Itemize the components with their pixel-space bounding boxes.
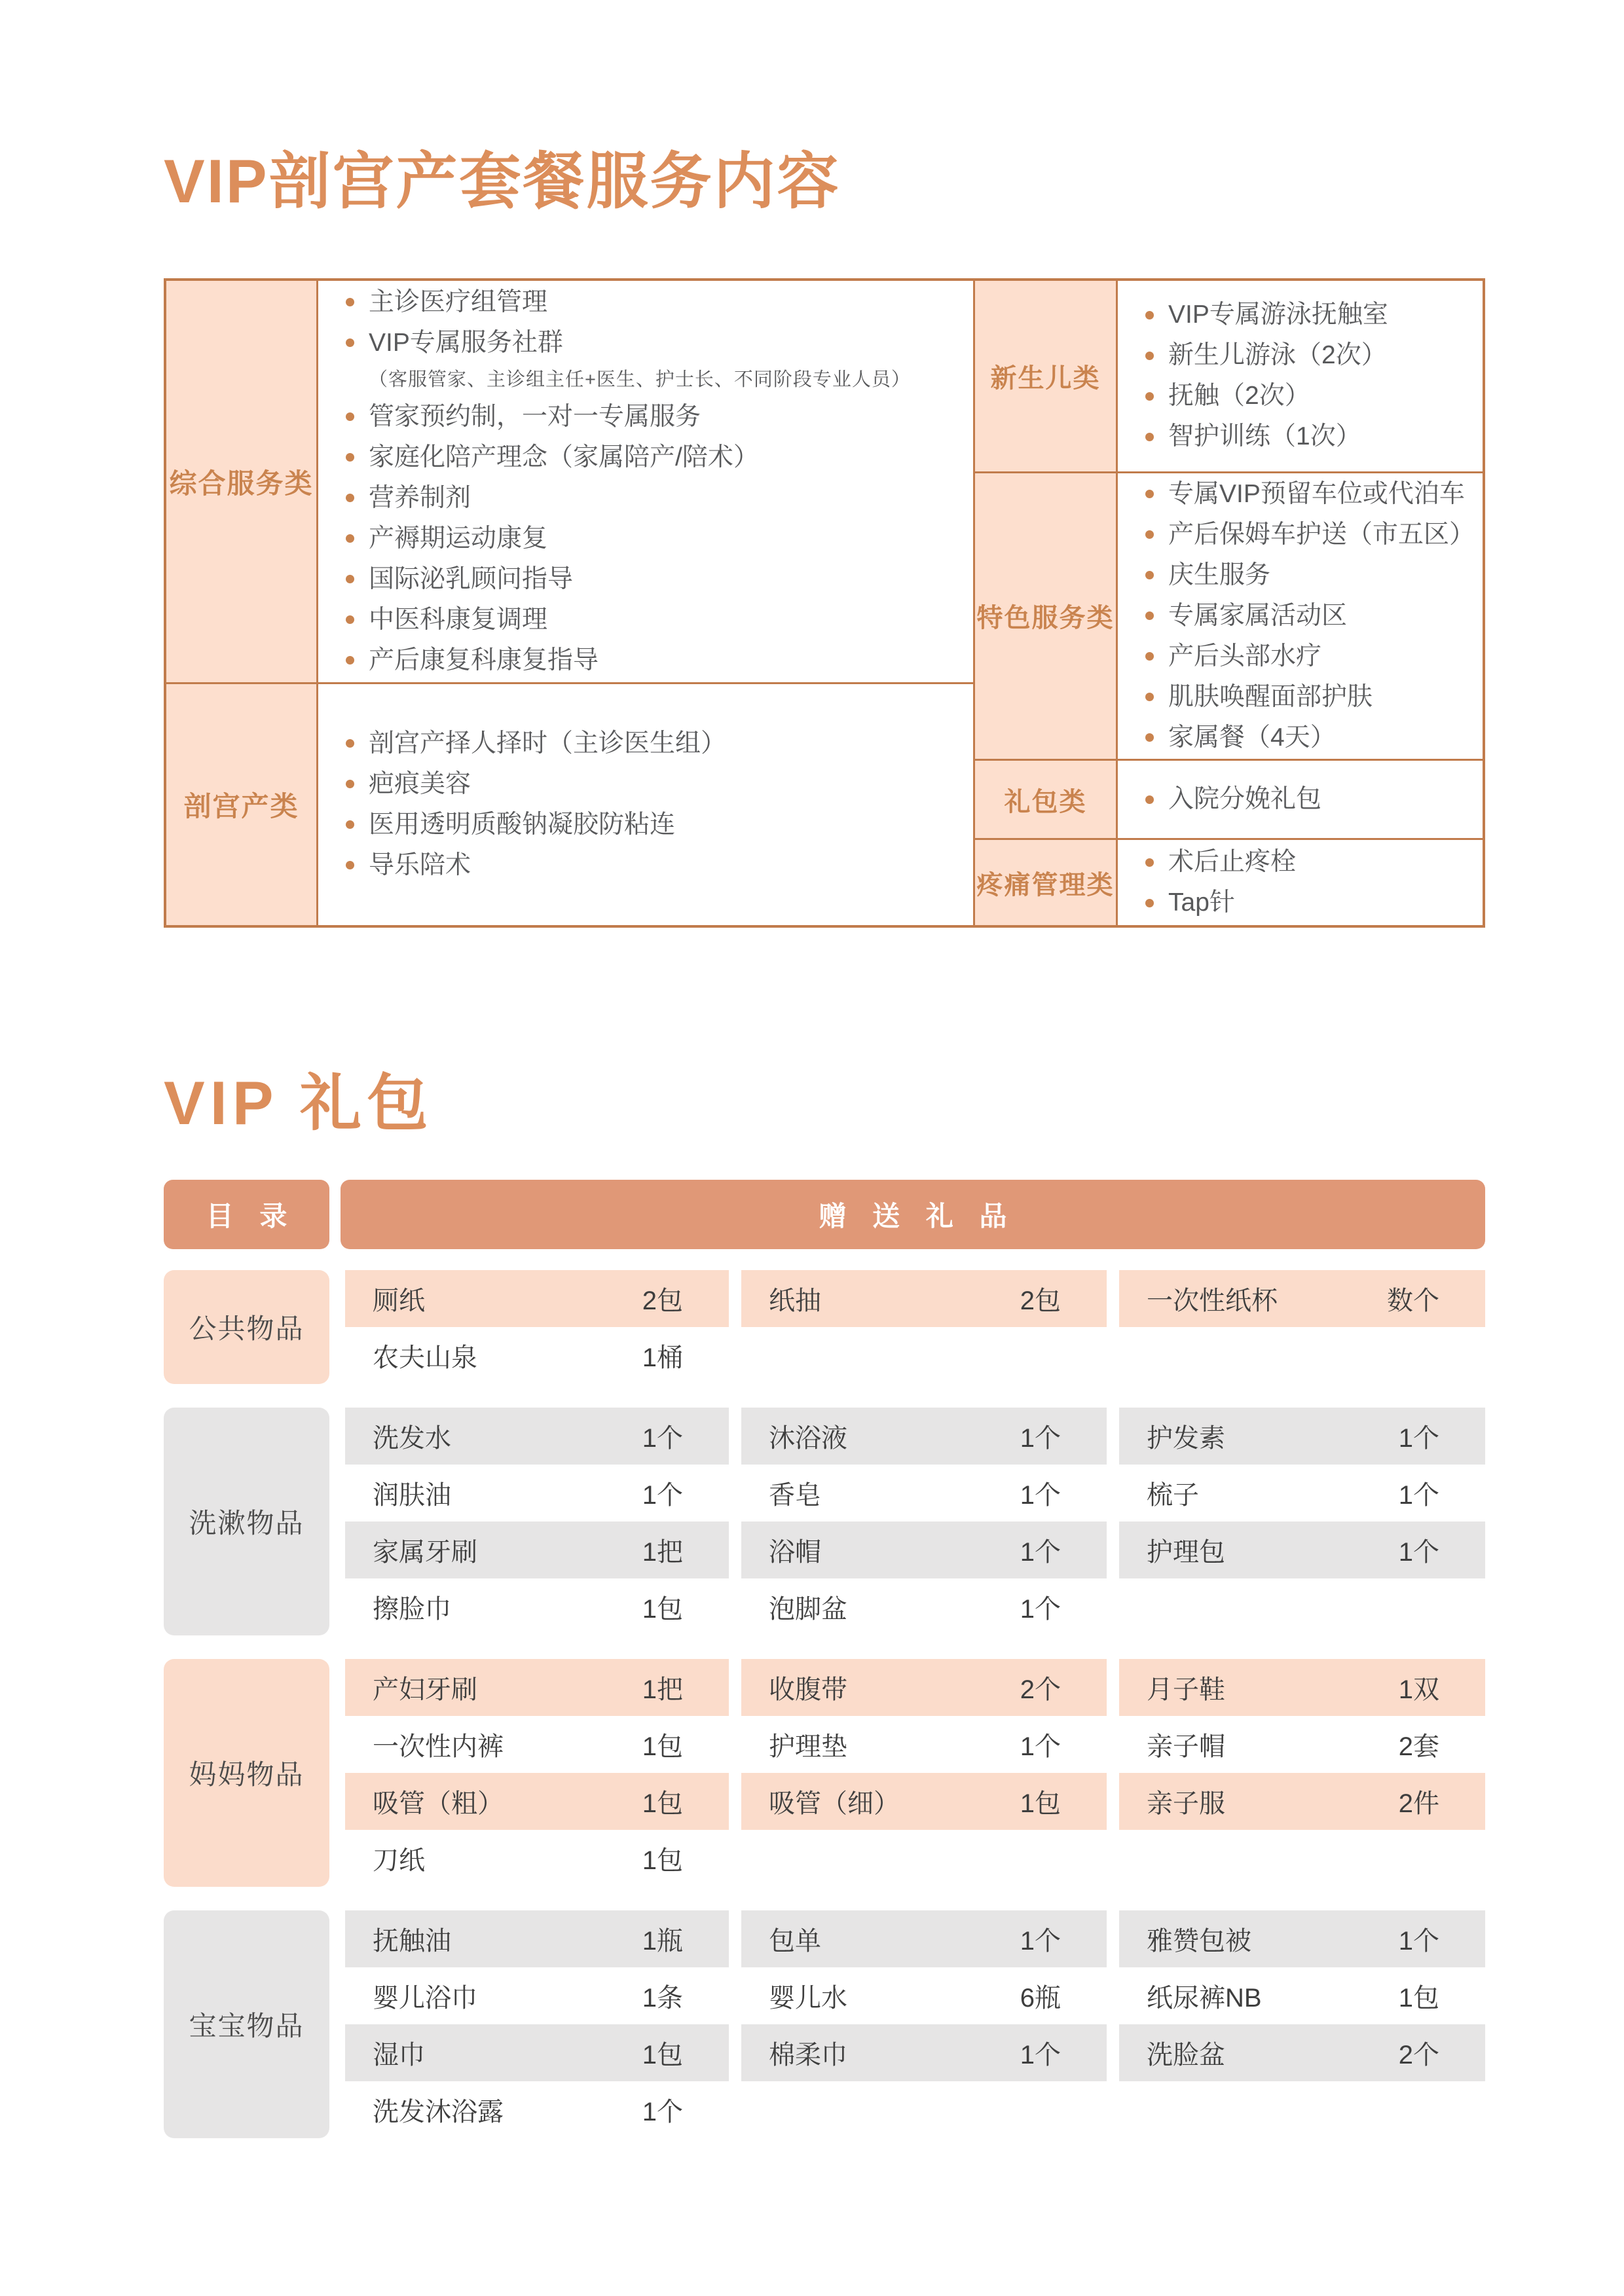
gift-item-name: 润肤油 <box>373 1481 451 1510</box>
gift-item-name: 产妇牙刷 <box>373 1675 477 1704</box>
gift-item-name: 雅赞包被 <box>1147 1927 1251 1956</box>
service-item: 国际泌乳顾问指导 <box>344 564 959 594</box>
gift-row-list <box>345 1408 1485 1635</box>
gift-item-qty: 2件 <box>1398 1789 1439 1818</box>
gift-item-cell <box>1119 1773 1485 1830</box>
gift-row <box>345 1830 1485 1887</box>
gift-item-name: 梳子 <box>1147 1481 1199 1510</box>
service-item: 营养制剂 <box>344 483 959 513</box>
gift-item-name: 纸尿裤NB <box>1147 1984 1262 2013</box>
gift-item-qty: 1双 <box>1398 1675 1439 1704</box>
service-item-list <box>1118 761 1483 838</box>
gift-item-cell <box>741 1327 1107 1384</box>
gift-item-qty: 1包 <box>642 1789 683 1818</box>
gift-item-qty: 2套 <box>1398 1732 1439 1761</box>
gift-item-name: 婴儿水 <box>769 1984 847 2013</box>
gift-item-qty: 2包 <box>1020 1286 1061 1315</box>
service-item: 疤痕美容 <box>344 769 959 799</box>
gift-item-name: 护理垫 <box>769 1732 847 1761</box>
service-category-label: 疼痛管理类 <box>975 840 1118 925</box>
gift-item-name: 厕纸 <box>373 1286 425 1315</box>
gift-row-list <box>345 1270 1485 1384</box>
gift-item-qty: 1个 <box>642 2098 683 2126</box>
gift-item-qty: 1瓶 <box>642 1927 683 1956</box>
gift-section <box>164 1659 1485 1887</box>
gift-item-cell <box>345 1578 729 1635</box>
gift-item-cell <box>741 1522 1107 1578</box>
gift-row <box>345 1578 1485 1635</box>
gift-row-list <box>345 1910 1485 2138</box>
gift-item-name: 吸管（粗） <box>373 1789 504 1818</box>
service-item: 剖宫产择人择时（主诊医生组） <box>344 729 959 759</box>
gift-item-cell <box>1119 1910 1485 1967</box>
gift-row <box>345 2024 1485 2081</box>
gift-item-qty: 1个 <box>1398 1481 1439 1510</box>
gift-item-cell <box>1119 1465 1485 1522</box>
gift-item-qty: 1把 <box>642 1675 683 1704</box>
service-item: 智护训练（1次） <box>1144 422 1468 452</box>
gift-item-cell <box>741 1910 1107 1967</box>
service-item-list <box>318 281 973 682</box>
gift-item-name: 家属牙刷 <box>373 1538 477 1567</box>
gift-item-name: 洗脸盆 <box>1147 2041 1225 2069</box>
page-title-gifts: VIP 礼包 <box>164 1068 434 1137</box>
service-row <box>975 471 1483 759</box>
service-item: VIP专属服务社群 <box>344 328 959 358</box>
service-row <box>975 838 1483 925</box>
page-title-services: VIP剖宫产套餐服务内容 <box>164 147 841 215</box>
service-table-left <box>166 281 973 925</box>
gift-item-qty: 2个 <box>1020 1675 1061 1704</box>
gift-item-name: 刀纸 <box>373 1846 425 1875</box>
gift-row <box>345 1465 1485 1522</box>
gift-item-cell <box>1119 1659 1485 1716</box>
gift-header-catalog: 目 录 <box>164 1180 329 1249</box>
gift-item-cell <box>345 1716 729 1773</box>
service-item-list <box>1118 473 1483 759</box>
gift-item-qty: 1把 <box>642 1538 683 1567</box>
service-item: VIP专属游泳抚触室 <box>1144 300 1468 330</box>
service-category-label: 礼包类 <box>975 761 1118 838</box>
gift-item-cell <box>345 1408 729 1465</box>
gift-item-cell <box>345 1465 729 1522</box>
gift-row <box>345 1967 1485 2024</box>
gift-item-name: 抚触油 <box>373 1927 451 1956</box>
gift-item-name: 沐浴液 <box>769 1424 847 1453</box>
gift-item-cell <box>1119 1327 1485 1384</box>
gift-item-name: 护理包 <box>1147 1538 1225 1567</box>
gift-section <box>164 1408 1485 1635</box>
service-item: 抚触（2次） <box>1144 381 1468 411</box>
service-item: 导乐陪术 <box>344 850 959 881</box>
service-row <box>166 281 973 682</box>
gift-item-qty: 1包 <box>642 1595 683 1624</box>
gift-item-name: 泡脚盆 <box>769 1595 847 1624</box>
gift-section <box>164 1270 1485 1384</box>
gift-category-label: 公共物品 <box>164 1270 329 1384</box>
service-item: 肌肤唤醒面部护肤 <box>1144 682 1468 712</box>
service-item: 家属餐（4天） <box>1144 723 1468 753</box>
service-item: 产褥期运动康复 <box>344 524 959 554</box>
gift-item-cell <box>345 2081 729 2138</box>
gift-item-name: 浴帽 <box>769 1538 821 1567</box>
service-row <box>166 682 973 925</box>
gift-item-cell <box>741 1967 1107 2024</box>
service-item-note: （客服管家、主诊组主任+医生、护士长、不同阶段专业人员） <box>369 369 911 391</box>
service-item: 主诊医疗组管理 <box>344 287 959 318</box>
gift-item-name: 纸抽 <box>769 1286 821 1315</box>
gift-item-cell <box>741 1773 1107 1830</box>
gift-item-name: 婴儿浴巾 <box>373 1984 477 2013</box>
gift-item-name: 擦脸巾 <box>373 1595 451 1624</box>
gift-table-header <box>164 1180 1485 1249</box>
gift-item-cell <box>741 1830 1107 1887</box>
gift-item-cell <box>741 1578 1107 1635</box>
gift-item-qty: 1个 <box>1398 1538 1439 1567</box>
service-item-list <box>1118 840 1483 925</box>
gift-item-name: 洗发水 <box>373 1424 451 1453</box>
gift-item-cell <box>1119 1522 1485 1578</box>
gift-item-qty: 1个 <box>642 1481 683 1510</box>
gift-row <box>345 2081 1485 2138</box>
service-item: 产后康复科康复指导 <box>344 646 959 676</box>
gift-item-cell <box>345 1773 729 1830</box>
gift-category-label: 洗漱物品 <box>164 1408 329 1635</box>
gift-item-cell <box>345 1910 729 1967</box>
gift-item-cell <box>1119 1830 1485 1887</box>
gift-item-qty: 1个 <box>1398 1424 1439 1453</box>
gift-item-cell <box>741 2081 1107 2138</box>
service-item: 产后头部水疗 <box>1144 642 1468 672</box>
gift-item-cell <box>1119 1578 1485 1635</box>
gift-item-qty: 1桶 <box>642 1343 683 1372</box>
gift-item-cell <box>741 1465 1107 1522</box>
gift-item-cell <box>1119 1408 1485 1465</box>
service-item: 专属家属活动区 <box>1144 601 1468 631</box>
service-category-label: 剖宫产类 <box>166 684 318 925</box>
gift-section <box>164 1910 1485 2138</box>
service-item-list <box>318 684 973 925</box>
service-item: 庆生服务 <box>1144 560 1468 591</box>
gift-row <box>345 1910 1485 1967</box>
service-item: 术后止疼栓 <box>1144 847 1468 877</box>
gift-item-cell <box>741 1270 1107 1327</box>
gift-item-qty: 1包 <box>642 1846 683 1875</box>
gift-item-cell <box>1119 1270 1485 1327</box>
gift-item-cell <box>741 1716 1107 1773</box>
gift-item-name: 收腹带 <box>769 1675 847 1704</box>
service-item: 医用透明质酸钠凝胶防粘连 <box>344 810 959 840</box>
gift-row <box>345 1522 1485 1578</box>
gift-item-qty: 1个 <box>1020 1595 1061 1624</box>
gift-row-list <box>345 1659 1485 1887</box>
gift-item-qty: 1个 <box>1020 2041 1061 2069</box>
gift-item-name: 月子鞋 <box>1147 1675 1225 1704</box>
gift-item-cell <box>1119 2024 1485 2081</box>
service-item: 入院分娩礼包 <box>1144 784 1468 814</box>
gift-item-name: 洗发沐浴露 <box>373 2098 504 2126</box>
gift-row <box>345 1270 1485 1327</box>
gift-item-qty: 6瓶 <box>1020 1984 1061 2013</box>
gift-item-name: 护发素 <box>1147 1424 1225 1453</box>
service-item: Tap针 <box>1144 888 1468 918</box>
gift-category-label: 宝宝物品 <box>164 1910 329 2138</box>
service-category-label: 特色服务类 <box>975 473 1118 759</box>
service-item: 专属VIP预留车位或代泊车 <box>1144 479 1468 509</box>
gift-item-qty: 1条 <box>642 1984 683 2013</box>
gift-item-qty: 2个 <box>1398 2041 1439 2069</box>
service-item: 新生儿游泳（2次） <box>1144 340 1468 371</box>
service-table-right <box>973 281 1483 925</box>
gift-item-qty: 1包 <box>1398 1984 1439 2013</box>
gift-row <box>345 1327 1485 1384</box>
gift-item-qty: 1个 <box>1398 1927 1439 1956</box>
gift-row <box>345 1716 1485 1773</box>
service-item: 产后保姆车护送（市五区） <box>1144 520 1468 550</box>
gift-category-label: 妈妈物品 <box>164 1659 329 1887</box>
gift-item-name: 一次性内裤 <box>373 1732 504 1761</box>
service-item: 家庭化陪产理念（家属陪产/陪术） <box>344 443 959 473</box>
gift-row <box>345 1659 1485 1716</box>
gift-item-qty: 1个 <box>642 1424 683 1453</box>
gift-item-qty: 1包 <box>642 2041 683 2069</box>
service-item-list <box>1118 281 1483 471</box>
gift-item-qty: 1包 <box>1020 1789 1061 1818</box>
gift-item-cell <box>345 1522 729 1578</box>
gift-item-qty: 1个 <box>1020 1538 1061 1567</box>
gift-item-cell <box>345 1327 729 1384</box>
gift-item-name: 亲子服 <box>1147 1789 1225 1818</box>
gift-row <box>345 1773 1485 1830</box>
gift-item-qty: 1个 <box>1020 1481 1061 1510</box>
gift-item-name: 香皂 <box>769 1481 821 1510</box>
gift-item-cell <box>741 1659 1107 1716</box>
gift-item-name: 农夫山泉 <box>373 1343 477 1372</box>
gift-item-name: 亲子帽 <box>1147 1732 1225 1761</box>
gift-item-name: 棉柔巾 <box>769 2041 847 2069</box>
service-category-label: 新生儿类 <box>975 281 1118 471</box>
gift-item-cell <box>345 1270 729 1327</box>
gift-item-cell <box>345 1967 729 2024</box>
gift-header-gift-items: 赠 送 礼 品 <box>341 1180 1485 1249</box>
gift-item-cell <box>741 2024 1107 2081</box>
gift-item-cell <box>741 1408 1107 1465</box>
gift-item-name: 湿巾 <box>373 2041 425 2069</box>
gift-item-cell <box>345 1830 729 1887</box>
gift-item-qty: 1个 <box>1020 1927 1061 1956</box>
service-row <box>975 281 1483 471</box>
service-row <box>975 759 1483 838</box>
gift-item-cell <box>1119 1967 1485 2024</box>
gift-item-cell <box>1119 1716 1485 1773</box>
service-item: 中医科康复调理 <box>344 605 959 635</box>
gift-item-qty: 1个 <box>1020 1732 1061 1761</box>
service-package-table <box>164 278 1485 928</box>
gift-item-cell <box>345 2024 729 2081</box>
gift-item-name: 吸管（细） <box>769 1789 900 1818</box>
gift-item-qty: 1个 <box>1020 1424 1061 1453</box>
gift-item-name: 包单 <box>769 1927 821 1956</box>
service-category-label: 综合服务类 <box>166 281 318 682</box>
gift-item-qty: 1包 <box>642 1732 683 1761</box>
gift-item-qty: 数个 <box>1387 1286 1439 1315</box>
gift-item-qty: 2包 <box>642 1286 683 1315</box>
service-item: 管家预约制，一对一专属服务 <box>344 402 959 432</box>
gift-item-cell <box>345 1659 729 1716</box>
gift-item-cell <box>1119 2081 1485 2138</box>
gift-row <box>345 1408 1485 1465</box>
gift-item-name: 一次性纸杯 <box>1147 1286 1278 1315</box>
gift-sections <box>164 1270 1485 2162</box>
